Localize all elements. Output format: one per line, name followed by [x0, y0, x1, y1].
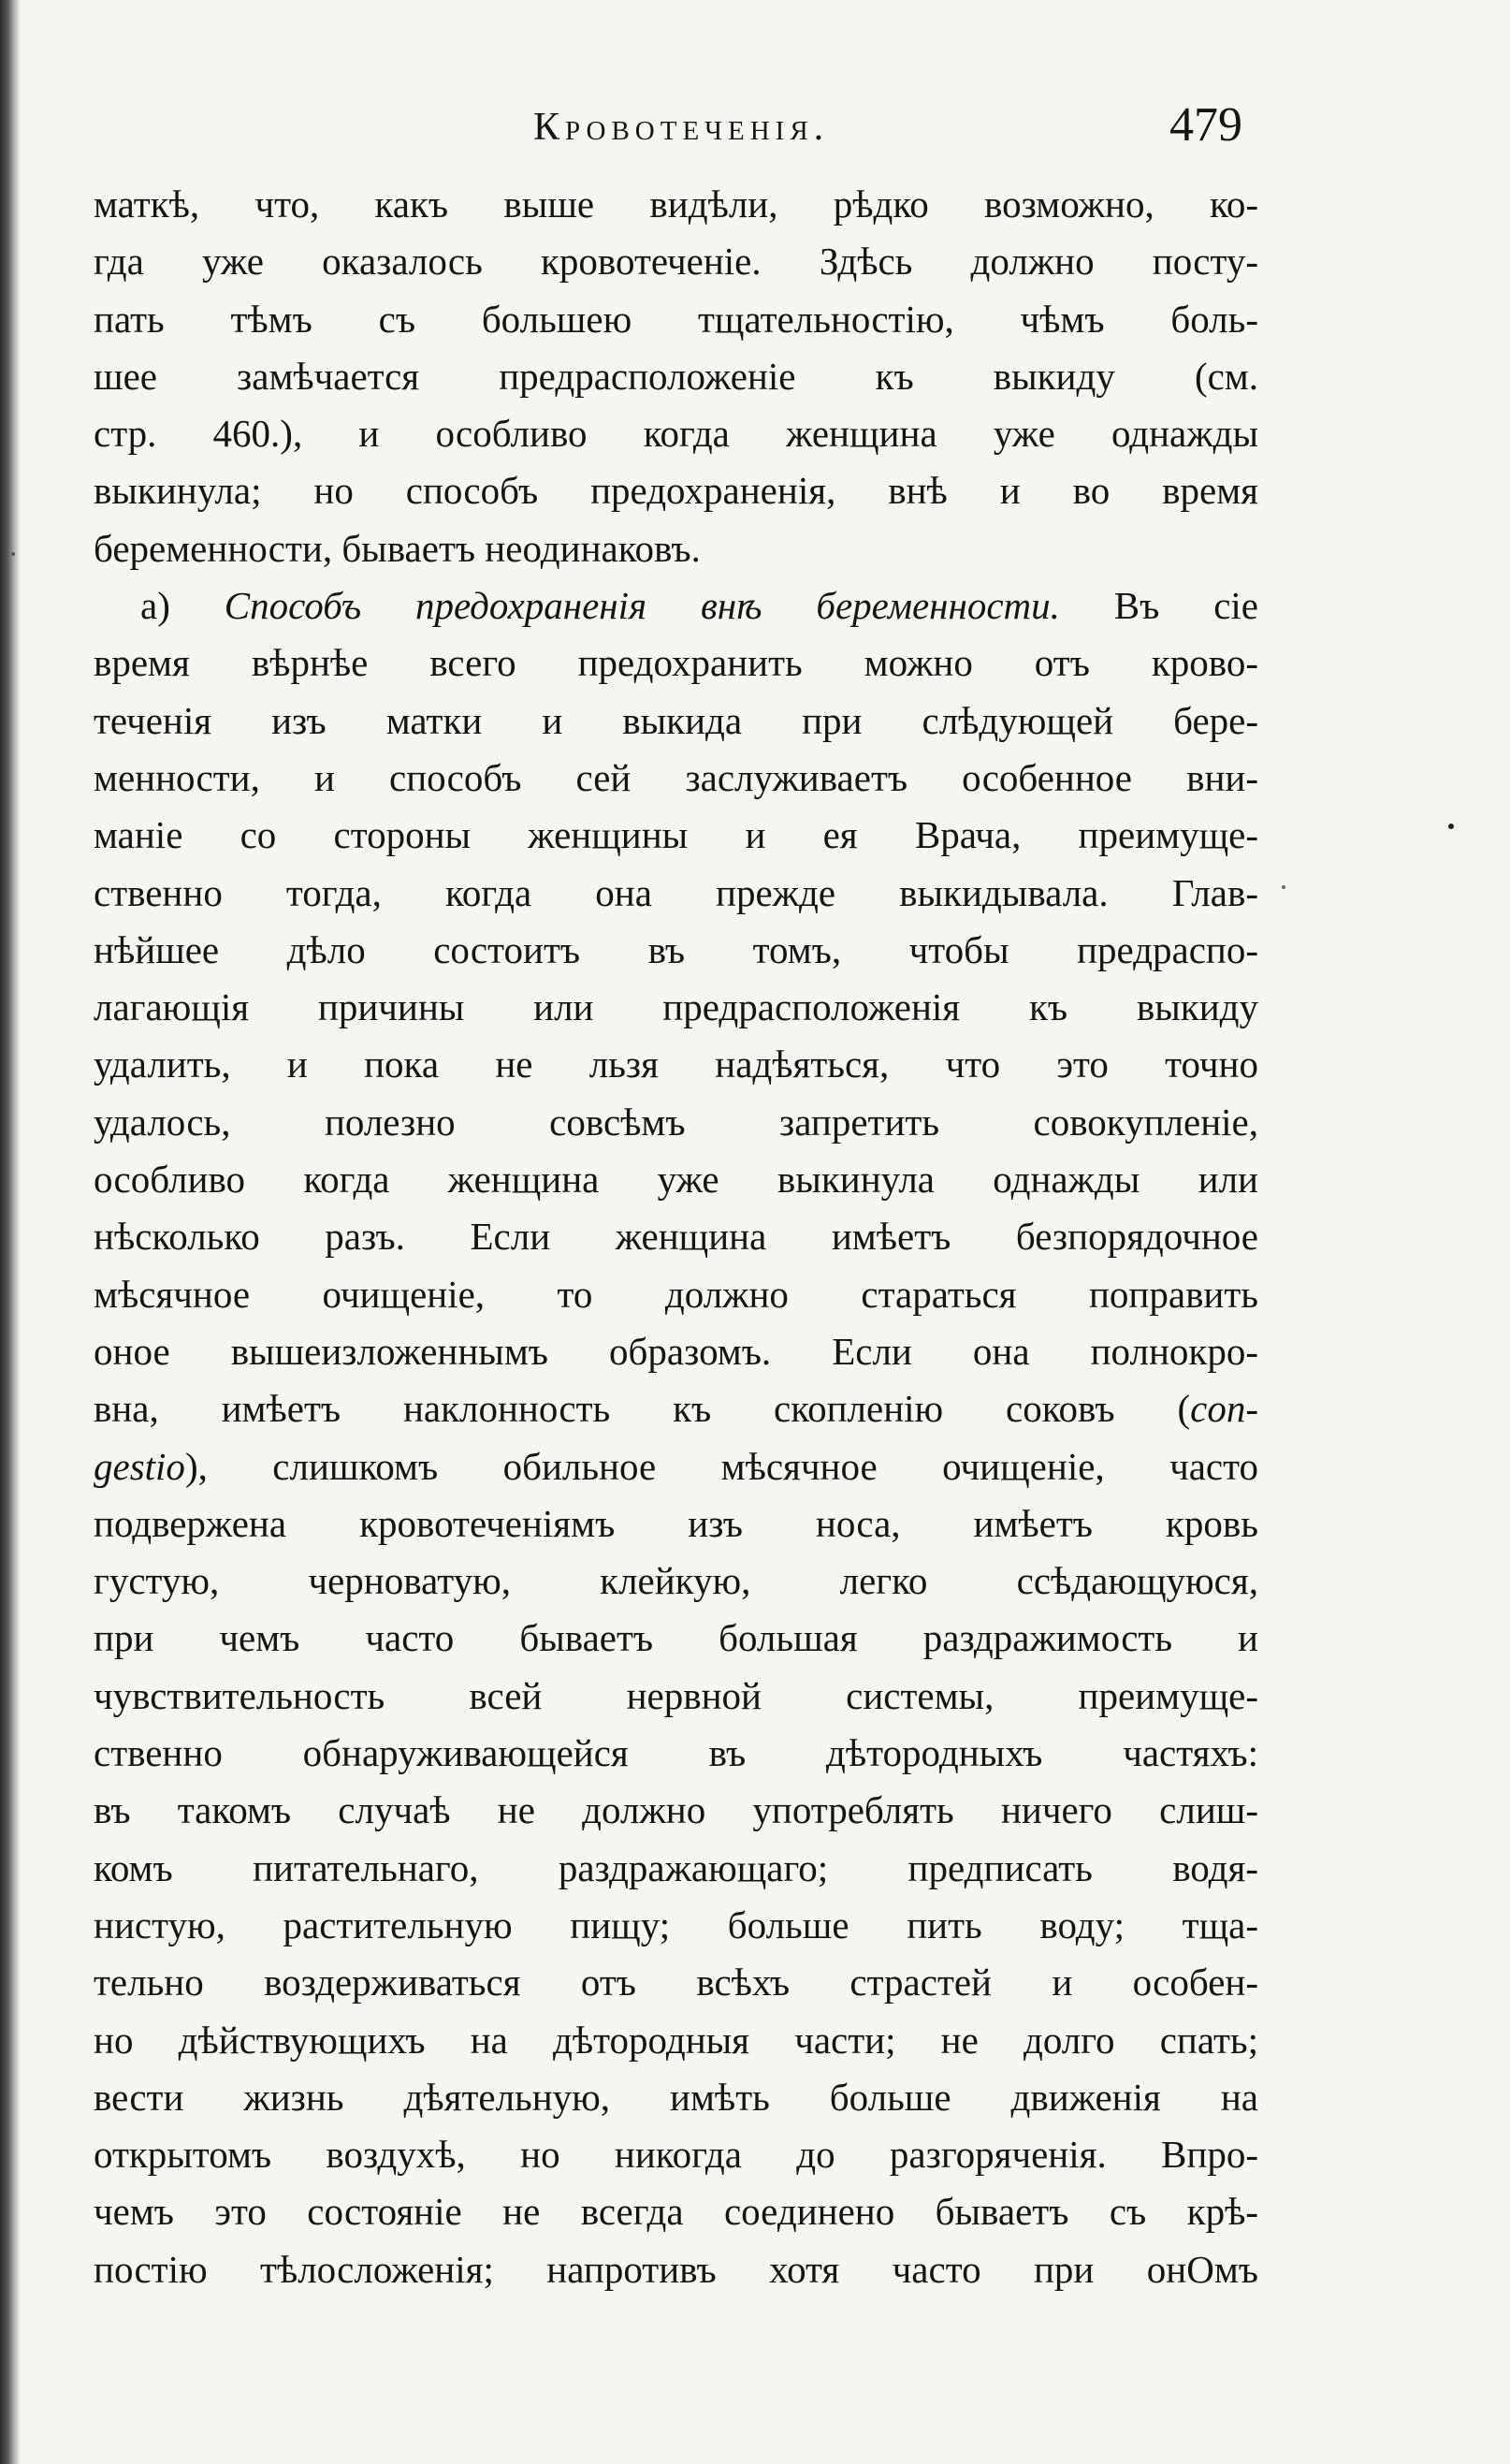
text-line — [94, 577, 1258, 634]
line-text: открытомъ воздухѣ, но никогда до разгоряченія. Впро- — [94, 2133, 1258, 2177]
line-text: теченія изъ матки и выкида при слѣдующей бере- — [94, 698, 1258, 742]
text-line — [94, 807, 1258, 864]
ink-speck — [1282, 885, 1285, 889]
line-text: маніе со стороны женщины и ея Врача, преимуще- — [94, 813, 1258, 857]
line-text: пать тѣмъ съ большею тщательностію, чѣмъ боль- — [94, 297, 1258, 341]
binding-gutter — [0, 0, 21, 2464]
text-line — [94, 1725, 1258, 1782]
line-text: въ такомъ случаѣ не должно употреблять ничего слиш- — [94, 1788, 1258, 1832]
text-line — [94, 634, 1258, 692]
text-line — [94, 2069, 1258, 2126]
text-line — [94, 2012, 1258, 2069]
line-text: удалить, и пока не льзя надѣяться, что это точно — [94, 1042, 1258, 1086]
text-line — [94, 2126, 1258, 2183]
ink-speck — [1448, 824, 1454, 829]
text-line — [94, 1380, 1258, 1437]
italic-text: con- — [1190, 1387, 1258, 1431]
ink-speck — [11, 552, 15, 556]
line-text: вна, имѣетъ наклонность къ скопленію соковъ ( — [94, 1387, 1191, 1431]
running-title: Кровотеченія. — [533, 106, 830, 149]
text-line — [94, 922, 1258, 979]
line-text: нистую, растительную пищу; больше пить воду; тща- — [94, 1903, 1258, 1946]
line-text: подвержена кровотеченіямъ изъ носа, имѣетъ кровь — [94, 1501, 1258, 1545]
text-line — [94, 1094, 1258, 1151]
italic-text: gestio — [94, 1444, 185, 1488]
text-line — [94, 462, 1258, 519]
line-text: гда уже оказалось кровотеченіе. Здѣсь должно посту- — [94, 240, 1258, 284]
body-text — [94, 176, 1258, 2298]
page-number: 479 — [1169, 98, 1242, 152]
text-line — [94, 1553, 1258, 1610]
text-line — [94, 1668, 1258, 1725]
line-text: удалось, полезно совсѣмъ запретить совокупленіе, — [94, 1100, 1258, 1144]
line-text: шее замѣчается предрасположеніе къ выкиду (см. — [94, 354, 1258, 398]
line-text: при чемъ часто бываетъ большая раздражимость и — [94, 1616, 1258, 1660]
line-text: нѣсколько разъ. Если женщина имѣетъ безпорядочное — [94, 1215, 1258, 1259]
text-line — [94, 1266, 1258, 1323]
text-line — [94, 1954, 1258, 2011]
line-text: ственно обнаруживающейся въ дѣтородныхъ частяхъ: — [94, 1731, 1258, 1775]
line-text: особливо когда женщина уже выкинула однажды или — [94, 1158, 1258, 1202]
line-text: комъ питательнаго, раздражающаго; предписать водя- — [94, 1845, 1258, 1889]
text-line — [94, 1840, 1258, 1897]
line-text: маткѣ, что, какъ выше видѣли, рѣдко возможно, ко- — [94, 182, 1258, 226]
line-text: ственно тогда, когда она прежде выкидывала. Глав- — [94, 870, 1258, 914]
text-line — [94, 1151, 1258, 1208]
line-text: густую, черноватую, клейкую, легко ссѣдающуюся, — [94, 1559, 1258, 1603]
line-text: менности, и способъ сей заслуживаетъ особенное вни- — [94, 755, 1258, 799]
text-line — [94, 693, 1258, 750]
text-line — [94, 750, 1258, 807]
line-text: вести жизнь дѣятельную, имѣть больше движенія на — [94, 2075, 1258, 2119]
text-line — [94, 1897, 1258, 1954]
line-text: чемъ это состояніе не всегда соединено бываетъ съ крѣ- — [94, 2190, 1258, 2234]
text-line — [94, 1495, 1258, 1553]
text-line — [94, 233, 1258, 290]
line-text: оное вышеизложеннымъ образомъ. Если она полнокро- — [94, 1329, 1258, 1373]
line-text: беременности, бываетъ неодинаковъ. — [94, 526, 701, 570]
text-line — [94, 176, 1258, 233]
text-line — [94, 348, 1258, 405]
text-line — [94, 1610, 1258, 1667]
line-text: мѣсячное очищеніе, то должно стараться поправить — [94, 1272, 1258, 1316]
line-text: постію тѣлосложенія; напротивъ хотя часто при онОмъ — [94, 2247, 1258, 2291]
text-line — [94, 1782, 1258, 1839]
italic-text: Способъ предохраненія внѣ беременности. — [224, 584, 1060, 628]
line-text: стр. 460.), и особливо когда женщина уже однажды — [94, 412, 1258, 456]
text-line — [94, 1208, 1258, 1265]
text-line — [94, 291, 1258, 348]
text-line — [94, 979, 1258, 1036]
line-text: чувствительность всей нервной системы, преимуще- — [94, 1673, 1258, 1717]
line-text: тельно воздерживаться отъ всѣхъ страстей и особен- — [94, 1961, 1258, 2005]
text-line — [94, 1438, 1258, 1495]
text-line — [94, 405, 1258, 462]
line-text: но дѣйствующихъ на дѣтородныя части; не долго спать; — [94, 2018, 1258, 2062]
text-line — [94, 2183, 1258, 2240]
line-prefix: а) — [140, 584, 225, 628]
text-line — [94, 1036, 1258, 1093]
line-text: лагающія причины или предрасположенія къ выкиду — [94, 985, 1258, 1029]
line-text: ), слишкомъ обильное мѣсячное очищеніе, часто — [184, 1444, 1258, 1488]
line-text: время вѣрнѣе всего предохранить можно отъ крово- — [94, 641, 1258, 685]
text-line — [94, 1323, 1258, 1380]
text-line — [94, 520, 1258, 577]
line-text: нѣйшее дѣло состоитъ въ томъ, чтобы предраспо- — [94, 927, 1258, 971]
text-line — [94, 865, 1258, 922]
line-text: Въ сіе — [1059, 584, 1259, 628]
text-line — [94, 2241, 1258, 2298]
line-text: выкинула; но способъ предохраненія, внѣ и во время — [94, 469, 1258, 513]
